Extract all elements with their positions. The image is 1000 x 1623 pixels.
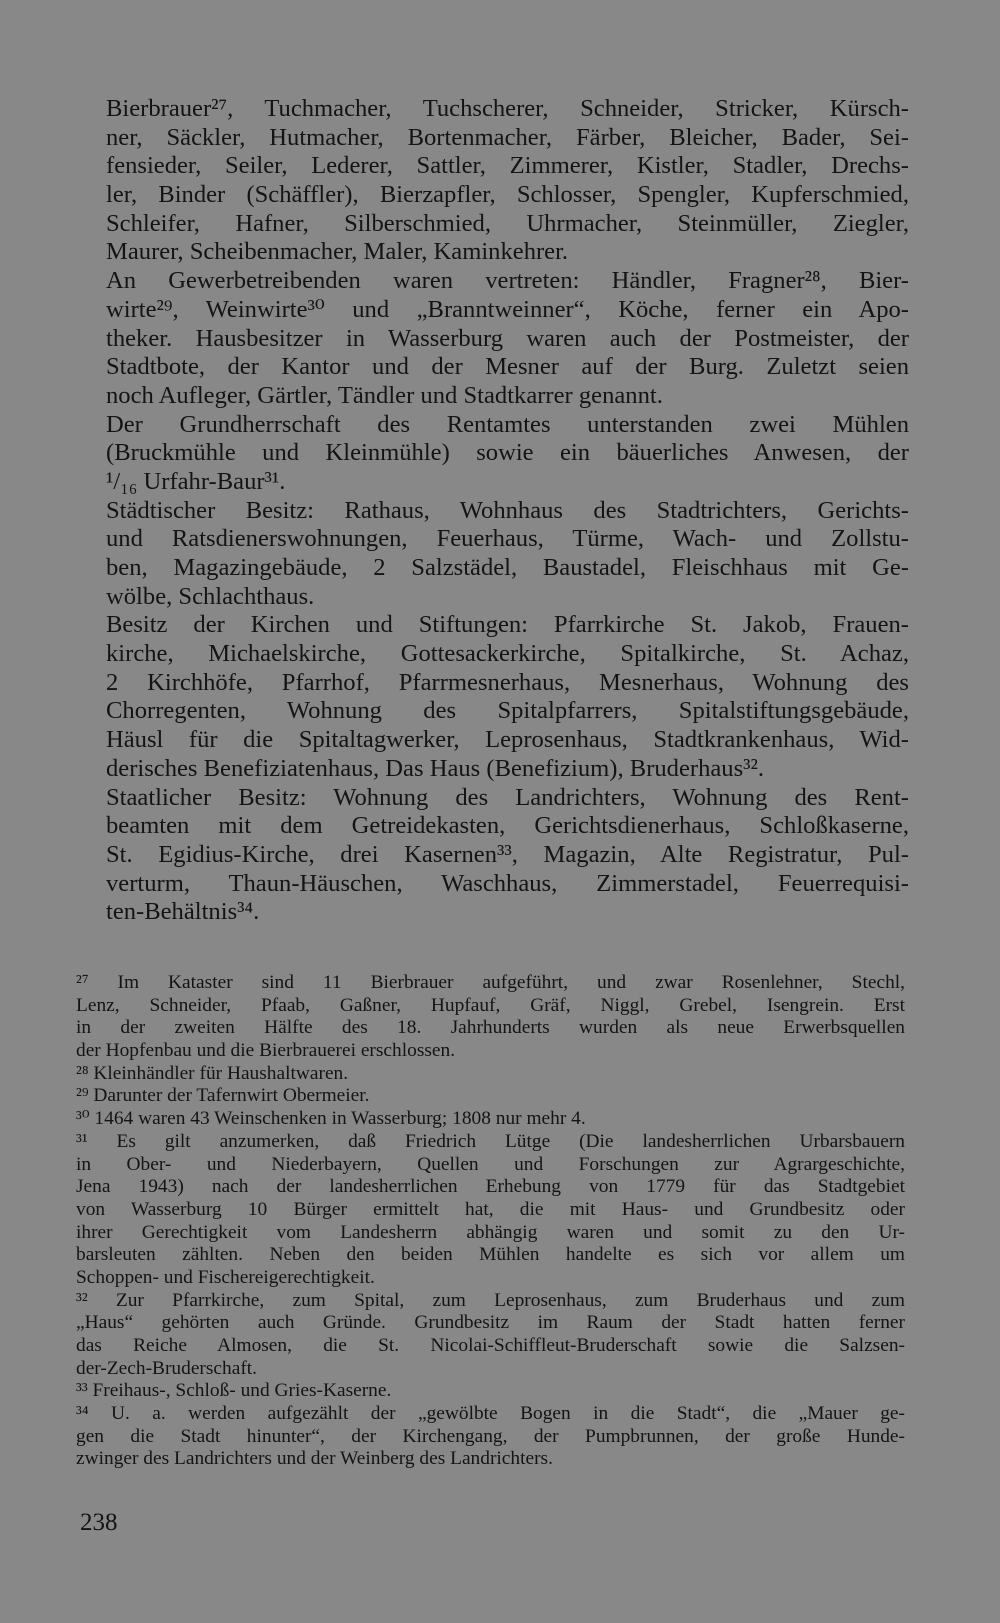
text-line: kirche, Michaelskirche, Gottesackerkirche, Spitalkirche, St. Achaz, <box>106 640 909 668</box>
text-line: noch Aufleger, Gärtler, Tändler und Stadtkarrer genannt. <box>106 381 663 409</box>
footnote-line: ³¹ Es gilt anzumerken, daß Friedrich Lütge (Die landesherrlichen Urbarsbauern <box>76 1130 905 1152</box>
text-line: Maurer, Scheibenmacher, Maler, Kaminkehrer. <box>106 238 569 266</box>
text-line: und Ratsdienerswohnungen, Feuerhaus, Türme, Wach- und Zollstu- <box>106 525 909 553</box>
footnote-line: ³⁰ 1464 waren 43 Weinschenken in Wasserburg; 1808 nur mehr 4. <box>76 1108 586 1130</box>
text-line: Häusl für die Spitaltagwerker, Leprosenhaus, Stadtkrankenhaus, Wid- <box>106 726 909 754</box>
text-line: Stadtbote, der Kantor und der Mesner auf der Burg. Zuletzt seien <box>106 353 909 381</box>
text-line: Chorregenten, Wohnung des Spitalpfarrers, Spitalstiftungsgebäude, <box>106 697 909 725</box>
footnote-line: gen die Stadt hinunter“, der Kirchengang, der Pumpbrunnen, der große Hunde- <box>76 1425 905 1447</box>
text-line: derisches Benefiziatenhaus, Das Haus (Benefizium), Bruderhaus³². <box>106 754 765 782</box>
footnote-line: „Haus“ gehörten auch Gründe. Grundbesitz im Raum der Stadt hatten ferner <box>76 1312 905 1334</box>
text-line: St. Egidius-Kirche, drei Kasernen³³, Magazin, Alte Registratur, Pul- <box>106 840 909 868</box>
text-line: Schleifer, Hafner, Silberschmied, Uhrmacher, Steinmüller, Ziegler, <box>106 209 909 237</box>
text-line: Besitz der Kirchen und Stiftungen: Pfarrkirche St. Jakob, Frauen- <box>106 611 909 639</box>
main-text <box>106 95 909 927</box>
page-number: 238 <box>80 1509 118 1536</box>
text-line: beamten mit dem Getreidekasten, Gerichtsdienerhaus, Schloßkaserne, <box>106 812 909 840</box>
text-line: Bierbrauer²⁷, Tuchmacher, Tuchscherer, Schneider, Stricker, Kürsch- <box>106 95 909 122</box>
text-line: ben, Magazingebäude, 2 Salzstädel, Baustadel, Fleischhaus mit Ge- <box>106 554 909 581</box>
text-line: Der Grundherrschaft des Rentamtes unterstanden zwei Mühlen <box>106 410 909 438</box>
text-line: ¹/₁₆ Urfahr-Baur³¹. <box>106 467 286 495</box>
footnote-line: ³⁴ U. a. werden aufgezählt der „gewölbte Bogen in die Stadt“, die „Mauer ge- <box>76 1403 905 1425</box>
text-line: fensieder, Seiler, Lederer, Sattler, Zimmerer, Kistler, Stadler, Drechs- <box>106 152 909 180</box>
text-line: wölbe, Schlachthaus. <box>106 582 315 610</box>
text-line: Städtischer Besitz: Rathaus, Wohnhaus des Stadtrichters, Gerichts- <box>106 496 909 524</box>
footnote-line: das Reiche Almosen, die St. Nicolai-Schiffleut-Bruderschaft sowie die Salzsen- <box>76 1335 905 1356</box>
footnotes <box>76 972 905 1471</box>
footnote-line: barsleuten zählten. Neben den beiden Mühlen handelte es sich vor allem um <box>76 1244 905 1266</box>
text-line: verturm, Thaun-Häuschen, Waschhaus, Zimmerstadel, Feuerrequisi- <box>106 869 909 897</box>
footnote-line: ³² Zur Pfarrkirche, zum Spital, zum Leprosenhaus, zum Bruderhaus und zum <box>76 1289 905 1311</box>
footnote-line: der-Zech-Bruderschaft. <box>76 1357 258 1379</box>
text-line: wirte²⁹, Weinwirte³⁰ und „Branntweinner“, Köche, ferner ein Apo- <box>106 295 909 323</box>
footnote-line: ²⁸ Kleinhändler für Haushaltwaren. <box>76 1062 349 1084</box>
text-line: ler, Binder (Schäffler), Bierzapfler, Schlosser, Spengler, Kupferschmied, <box>106 181 909 209</box>
footnote-line: ²⁹ Darunter der Tafernwirt Obermeier. <box>76 1085 370 1107</box>
footnote-line: in der zweiten Hälfte des 18. Jahrhunderts wurden als neue Erwerbsquellen <box>76 1017 905 1039</box>
footnote-line: ihrer Gerechtigkeit vom Landesherrn abhängig waren und somit zu den Ur- <box>76 1221 905 1243</box>
text-line: An Gewerbetreibenden waren vertreten: Händler, Fragner²⁸, Bier- <box>106 267 909 295</box>
text-line: ner, Säckler, Hutmacher, Bortenmacher, Färber, Bleicher, Bader, Sei- <box>106 123 909 151</box>
text-line: Staatlicher Besitz: Wohnung des Landrichters, Wohnung des Rent- <box>106 783 909 811</box>
footnote-line: ²⁷ Im Kataster sind 11 Bierbrauer aufgeführt, und zwar Rosenlehner, Stechl, <box>76 972 905 993</box>
text-line: (Bruckmühle und Kleinmühle) sowie ein bäuerliches Anwesen, der <box>106 439 909 467</box>
footnote-line: Schoppen- und Fischereigerechtigkeit. <box>76 1266 375 1288</box>
footnote-line: von Wasserburg 10 Bürger ermittelt hat, die mit Haus- und Grundbesitz oder <box>76 1198 905 1220</box>
footnote-line: in Ober- und Niederbayern, Quellen und Forschungen zur Agrargeschichte, <box>76 1153 905 1175</box>
footnote-line: ³³ Freihaus-, Schloß- und Gries-Kaserne. <box>76 1380 392 1402</box>
footnote-line: zwinger des Landrichters und der Weinberg des Landrichters. <box>76 1448 553 1470</box>
text-line: 2 Kirchhöfe, Pfarrhof, Pfarrmesnerhaus, Mesnerhaus, Wohnung des <box>106 668 909 696</box>
text-line: ten-Behältnis³⁴. <box>106 898 260 926</box>
footnote-line: Lenz, Schneider, Pfaab, Gaßner, Hupfauf, Gräf, Niggl, Grebel, Isengrein. Erst <box>76 994 905 1016</box>
footnote-line: der Hopfenbau und die Bierbrauerei erschlossen. <box>76 1040 456 1062</box>
footnote-line: Jena 1943) nach der landesherrlichen Erhebung von 1779 für das Stadtgebiet <box>76 1176 905 1198</box>
text-line: theker. Hausbesitzer in Wasserburg waren auch der Postmeister, der <box>106 324 909 352</box>
